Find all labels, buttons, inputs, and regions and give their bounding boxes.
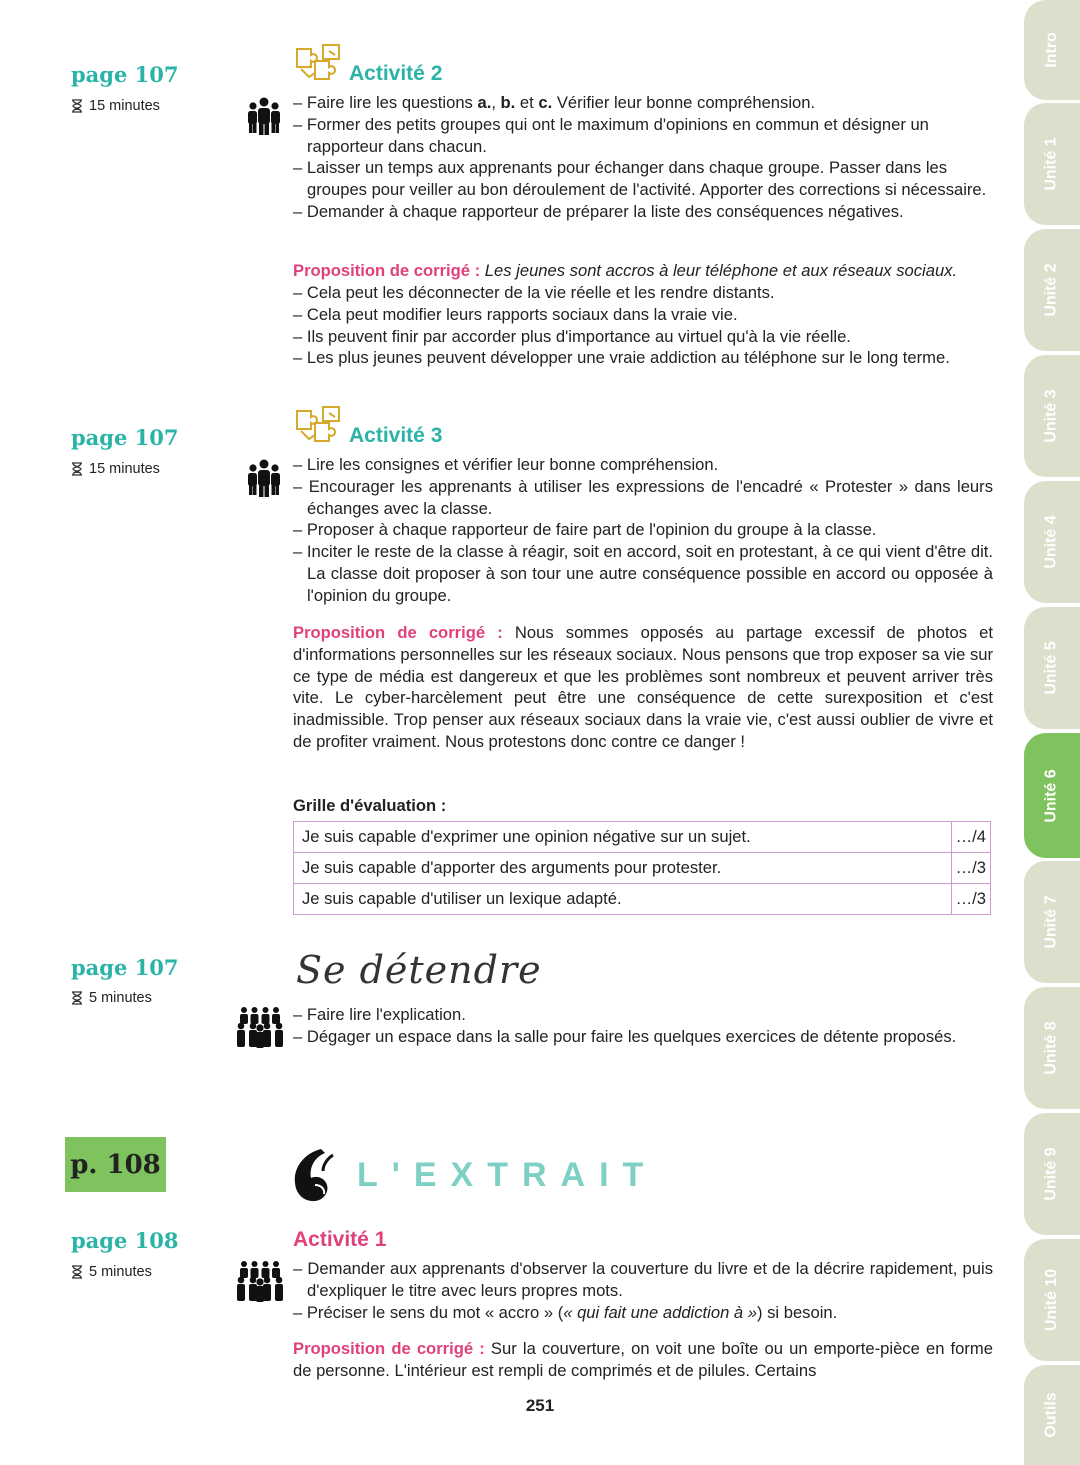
section-heading: L'EXTRAIT (357, 1156, 658, 1194)
list-item: – Encourager les apprenants à utiliser les expressions de l'encadré « Protester » dans leurs échanges avec la classe. (293, 476, 993, 520)
duration: 15 minutes (71, 461, 160, 477)
hourglass-icon (71, 462, 83, 476)
list-item: – Dégager un espace dans la salle pour faire les quelques exercices de détente proposés. (293, 1026, 993, 1048)
answer-proposal: Proposition de corrigé : Nous sommes opposés au partage excessif de photos et d'informations personnelles sur les réseaux sociaux. Nous pensons que trop exposer sa vie sur ce type de média est dangereux et que les problèmes sont nombreux et peuvent arriver très vite. Le cyber-harcèlement peut être une conséquence de cette surexposition et c'est inadmissible. Trop penser aux réseaux sociaux dans la vraie vie, c'est aussi oublier de vivre et de profiter vraiment. Nous protestons donc contre ce danger ! (293, 623, 993, 751)
instruction-list (293, 454, 993, 607)
page-number: 251 (525, 1396, 555, 1415)
duration: 15 minutes (71, 98, 160, 114)
tab-unite-9[interactable]: Unité 9 (1024, 1113, 1080, 1235)
group-icon (247, 96, 281, 136)
criterion: Je suis capable d'utiliser un lexique adapté. (294, 884, 952, 915)
list-item: – Faire lire l'explication. (293, 1004, 993, 1026)
tab-unite-1[interactable]: Unité 1 (1024, 103, 1080, 225)
list-item: – Ils peuvent finir par accorder plus d'importance au virtuel qu'à la vie réelle. (293, 326, 993, 348)
score: …/4 (951, 822, 990, 853)
list-item: – Cela peut les déconnecter de la vie réelle et les rendre distants. (293, 282, 993, 304)
criterion: Je suis capable d'apporter des arguments pour protester. (294, 853, 952, 884)
list-item: – Les plus jeunes peuvent développer une vraie addiction au téléphone sur le long terme. (293, 347, 993, 369)
list-item: – Laisser un temps aux apprenants pour échanger dans chaque groupe. Passer dans les groupes pour veiller au bon déroulement de l'activité. Apporter des corrections si nécessaire. (293, 157, 993, 201)
puzzle-hands-icon (293, 41, 345, 87)
tab-unite-7[interactable]: Unité 7 (1024, 861, 1080, 983)
class-group-icon (236, 1260, 284, 1302)
duration: 5 minutes (71, 990, 152, 1006)
page-reference: page 107 (71, 62, 179, 87)
page-reference: page 107 (71, 425, 179, 450)
puzzle-hands-icon (293, 403, 345, 449)
list-item: – Faire lire les questions a., b. et c. Vérifier leur bonne compréhension. (293, 92, 993, 114)
tab-unite-10[interactable]: Unité 10 (1024, 1239, 1080, 1361)
list-item: – Proposer à chaque rapporteur de faire part de l'opinion du groupe à la classe. (293, 519, 993, 541)
activity-title: Activité 1 (293, 1228, 387, 1251)
hourglass-icon (71, 991, 83, 1005)
instruction-list (293, 92, 993, 223)
tab-intro[interactable]: Intro (1024, 0, 1080, 100)
evaluation-grid (293, 821, 991, 915)
tab-unite-3[interactable]: Unité 3 (1024, 355, 1080, 477)
page-box: p. 108 (65, 1137, 166, 1192)
answer-list (293, 282, 993, 369)
tab-unite-2[interactable]: Unité 2 (1024, 229, 1080, 351)
answer-proposal: Proposition de corrigé : Les jeunes sont accros à leur téléphone et aux réseaux sociaux. (293, 261, 958, 280)
activity-title: Activité 2 (349, 62, 443, 85)
tab-unite-4[interactable]: Unité 4 (1024, 481, 1080, 603)
table-row (294, 884, 991, 915)
criterion: Je suis capable d'exprimer une opinion négative sur un sujet. (294, 822, 952, 853)
list-item: – Inciter le reste de la classe à réagir, soit en accord, soit en protestant, à ce qui vient d'être dit. La classe doit proposer à son tour une autre conséquence possible en accord ou opposée à l'opinion du groupe. (293, 541, 993, 606)
unit-tabs (1024, 0, 1080, 1465)
duration: 5 minutes (71, 1264, 152, 1280)
list-item: – Cela peut modifier leurs rapports sociaux dans la vraie vie. (293, 304, 993, 326)
page-reference: page 108 (71, 1228, 179, 1253)
instruction-list (293, 1258, 993, 1323)
list-item: – Former des petits groupes qui ont le maximum d'opinions en commun et désigner un rapporteur dans chacun. (293, 114, 993, 158)
answer-proposal: Proposition de corrigé : Sur la couverture, on voit une boîte ou un emporte-pièce en forme de personne. L'intérieur est rempli de comprimés et de pilules. Certains (293, 1339, 993, 1380)
table-row (294, 853, 991, 884)
page-reference: page 107 (71, 955, 179, 980)
score: …/3 (951, 853, 990, 884)
list-item: – Demander aux apprenants d'observer la couverture du livre et de la décrire rapidement, puis d'expliquer le titre avec leurs propres mots. (293, 1258, 993, 1302)
tab-unite-5[interactable]: Unité 5 (1024, 607, 1080, 729)
tab-unite-6[interactable]: Unité 6 (1024, 733, 1080, 858)
list-item: – Lire les consignes et vérifier leur bonne compréhension. (293, 454, 993, 476)
tab-outils[interactable]: Outils (1024, 1365, 1080, 1465)
group-icon (247, 458, 281, 498)
evaluation-grid-title: Grille d'évaluation : (293, 796, 447, 815)
hourglass-icon (71, 1265, 83, 1279)
list-item: – Préciser le sens du mot « accro » (« qui fait une addiction à ») si besoin. (293, 1302, 993, 1324)
class-group-icon (236, 1006, 284, 1048)
activity-title: Activité 3 (349, 424, 443, 447)
instruction-list (293, 1004, 993, 1048)
table-row (294, 822, 991, 853)
hourglass-icon (71, 99, 83, 113)
list-item: – Demander à chaque rapporteur de préparer la liste des conséquences négatives. (293, 201, 993, 223)
tab-unite-8[interactable]: Unité 8 (1024, 987, 1080, 1109)
quote-icon (291, 1145, 343, 1205)
section-title: Se détendre (296, 948, 542, 992)
score: …/3 (951, 884, 990, 915)
